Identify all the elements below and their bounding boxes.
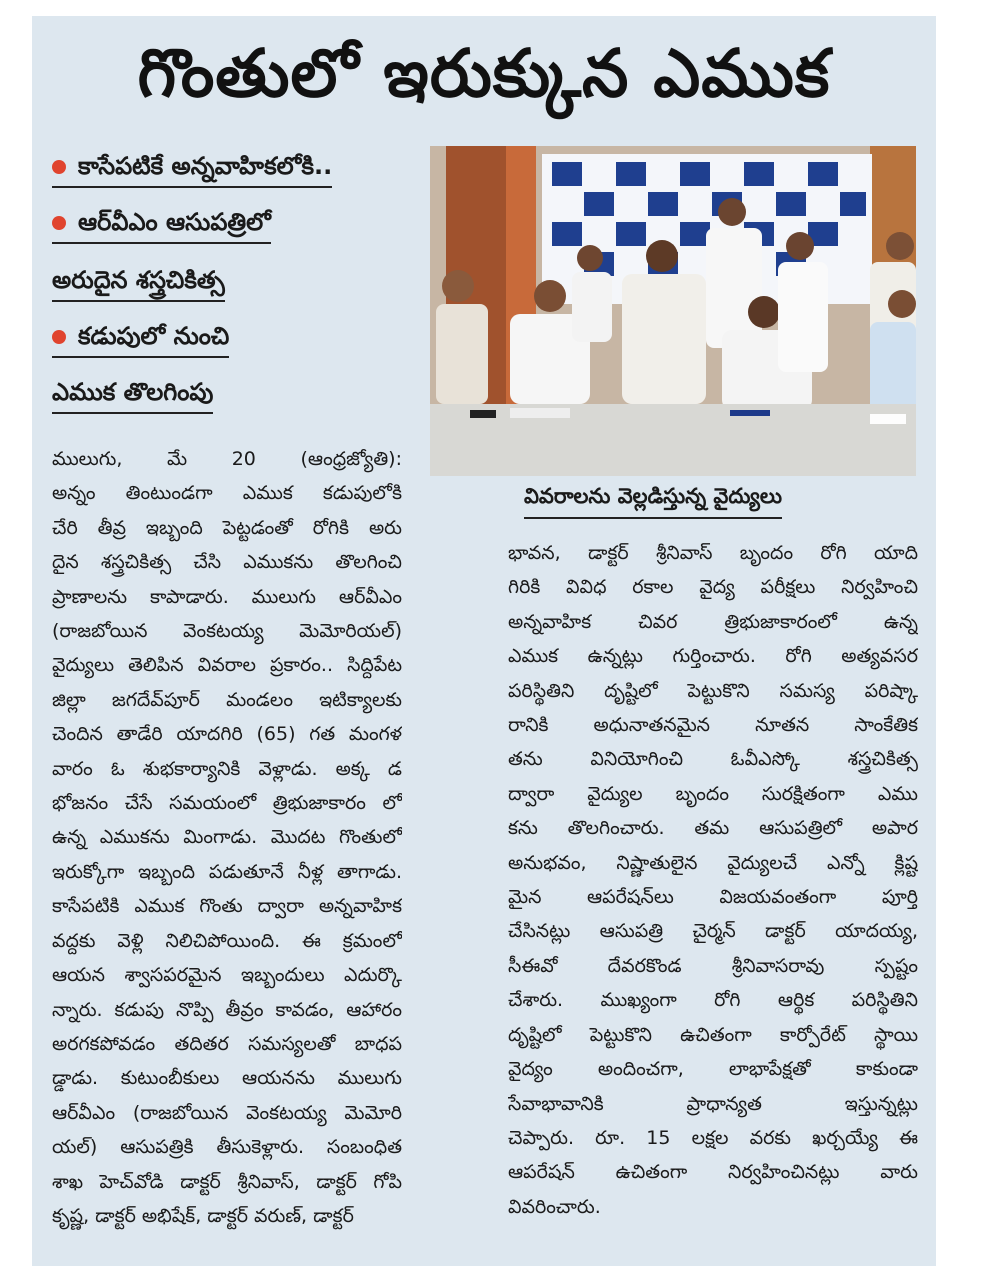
article-line: రానికి అధునాతనమైన నూతన సాంకేతిక xyxy=(508,714,918,737)
kicker-2 xyxy=(52,204,271,244)
article-line: ఇరుక్కోగా ఇబ్బంది పడుతూనే నీళ్ల తాగాడు. xyxy=(52,860,402,883)
article-line: కృష్ణ, డాక్టర్ అభిషేక్, డాక్టర్ వరుణ్, డాక్టర్ xyxy=(52,1204,354,1227)
article-line: అన్నవాహిక చివర త్రిభుజాకారంలో ఉన్న xyxy=(508,610,918,633)
article-line: ప్రాణాలను కాపాడారు. ములుగు ఆర్‌వీఎం xyxy=(52,585,402,608)
article-line: వైద్యులు తెలిపిన వివరాల ప్రకారం.. సిద్దిపేట xyxy=(52,654,402,677)
article-line: ములుగు, మే 20 (ఆంధ్రజ్యోతి): xyxy=(52,448,402,470)
article-line: చేశారు. ముఖ్యంగా రోగి ఆర్థిక పరిస్థితిని xyxy=(508,989,918,1012)
kicker-text: అరుదైన శస్త్రచికిత్స xyxy=(52,266,225,294)
kicker-3 xyxy=(52,262,225,302)
article-line: చేసినట్లు ఆసుపత్రి చైర్మన్ డాక్టర్ యాదయ్య, xyxy=(508,920,918,943)
article-line: గిరికి వివిధ రకాల వైద్య పరీక్షలు నిర్వహించి xyxy=(508,576,918,599)
article-line: తను వినియోగించి ఓవీఎస్కో శస్త్రచికిత్స xyxy=(508,748,918,771)
article-line: చెందిన తాడేరి యాదగిరి (65) గత మంగళ xyxy=(52,723,402,746)
article-line: మైన ఆపరేషన్‌లు విజయవంతంగా పూర్తి xyxy=(508,886,918,909)
article-line: దృష్టిలో పెట్టుకొని ఉచితంగా కార్పోరేట్ స్థాయి xyxy=(508,1023,918,1046)
kicker-text: ఆర్‌వీఎం ఆసుపత్రిలో xyxy=(78,208,271,236)
bullet-icon xyxy=(52,160,66,174)
article-line: వివరించారు. xyxy=(508,1195,601,1218)
doctors-press-meet-illustration xyxy=(430,146,916,476)
article-line: అనుభవం, నిష్ణాతులైన వైద్యులచే ఎన్నో క్లిష్ట xyxy=(508,851,918,874)
article-line: భోజనం చేసే సమయంలో త్రిభుజాకారం లో xyxy=(52,792,402,815)
kicker-1 xyxy=(52,148,332,188)
kicker-text: ఎముక తొలగింపు xyxy=(52,378,214,406)
article-left-column xyxy=(52,442,402,1233)
article-line: న్నారు. కడుపు నొప్పి తీవ్రం కావడం, ఆహారం xyxy=(52,998,402,1021)
kicker-5 xyxy=(52,374,213,414)
article-line: సేవాభావానికి ప్రాధాన్యత ఇస్తున్నట్లు xyxy=(508,1092,918,1115)
news-photo xyxy=(430,146,916,476)
headline: గొంతులో ఇరుక్కున ఎముక xyxy=(137,35,831,112)
article-line: శాఖ హెచ్‌వోడి డాక్టర్ శ్రీనివాస్, డాక్టర్ గోపి xyxy=(52,1170,402,1193)
kicker-text: కాసేపటికే అన్నవాహికలోకి.. xyxy=(78,152,333,180)
article-line: కాసేపటికి ఎముక గొంతు ద్వారా అన్నవాహిక xyxy=(52,895,402,918)
article-line: ఉన్న ఎముకను మింగాడు. మొదట గొంతులో xyxy=(52,826,402,849)
article-line: దైన శస్త్రచికిత్స చేసి ఎముకను తొలగించి xyxy=(52,551,402,574)
article-line: పరిస్థితిని దృష్టిలో పెట్టుకొని సమస్య పరిష్కా xyxy=(508,679,918,702)
kicker-4 xyxy=(52,318,229,358)
article-line: ద్వారా వైద్యుల బృందం సురక్షితంగా ఎము xyxy=(508,782,918,805)
article-line: డ్డాడు. కుటుంబీకులు ఆయనను ములుగు xyxy=(52,1067,402,1090)
article-line: అరగకపోవడం తదితర సమస్యలతో బాధప xyxy=(52,1032,402,1055)
article-right-column xyxy=(508,536,918,1224)
article-line: (రాజబోయిన వెంకటయ్య మెమోరియల్) xyxy=(52,620,402,643)
article-line: చేరి తీవ్ర ఇబ్బంది పెట్టడంతో రోగికి అరు xyxy=(52,516,402,539)
kicker-text: కడుపులో నుంచి xyxy=(78,322,230,350)
article-line: సీఈవో దేవరకొండ శ్రీనివాసరావు స్పష్టం xyxy=(508,954,918,977)
article-line: ఎముక ఉన్నట్లు గుర్తించారు. రోగి అత్యవసర xyxy=(508,645,918,668)
article-line: యల్) ఆసుపత్రికి తీసుకెళ్లారు. సంబంధిత xyxy=(52,1136,402,1159)
article-line: జిల్లా జగదేవ్‌పూర్ మండలం ఇటిక్యాలకు xyxy=(52,688,402,711)
article-line: ఆపరేషన్ ఉచితంగా నిర్వహించినట్లు వారు xyxy=(508,1161,918,1184)
bullet-icon xyxy=(52,216,66,230)
article-line: వద్దకు వెళ్లి నిలిచిపోయింది. ఈ క్రమంలో xyxy=(52,929,402,952)
bullet-icon xyxy=(52,330,66,344)
article-line: భావన, డాక్టర్ శ్రీనివాస్ బృందం రోగి యాది xyxy=(508,542,918,564)
article-line: అన్నం తింటుండగా ఎముక కడుపులోకి xyxy=(52,482,402,505)
table xyxy=(430,404,916,476)
article-line: ఆర్‌వీఎం (రాజబోయిన వెంకటయ్య మెమోరి xyxy=(52,1101,402,1124)
article-line: వారం ఓ శుభకార్యానికి వెళ్లాడు. అక్క డ xyxy=(52,757,402,780)
article-line: కను తొలగించారు. తమ ఆసుపత్రిలో అపార xyxy=(508,817,918,840)
article-line: చెప్పారు. రూ. 15 లక్షల వరకు ఖర్చయ్యే ఈ xyxy=(508,1126,918,1149)
article-line: ఆయన శ్వాసపరమైన ఇబ్బందులు ఎదుర్కొ xyxy=(52,964,402,987)
article-line: వైద్యం అందించగా, లాభాపేక్షతో కాకుండా xyxy=(508,1058,918,1081)
photo-caption: వివరాలను వెల్లడిస్తున్న వైద్యులు xyxy=(524,484,782,519)
